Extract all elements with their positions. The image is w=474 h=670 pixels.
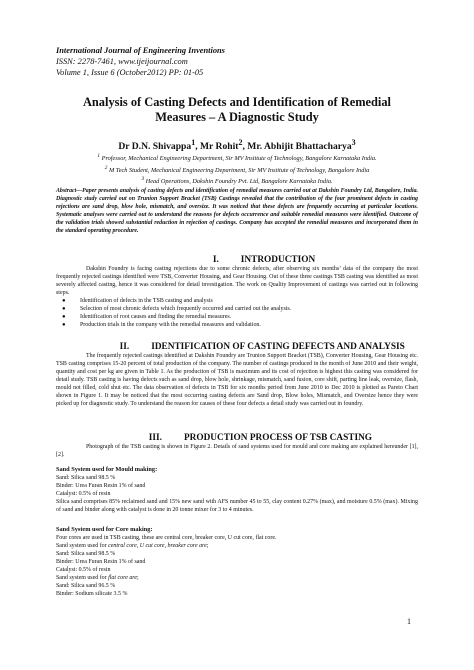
bullet-icon: ● — [62, 313, 66, 320]
introduction-paragraph — [56, 266, 418, 298]
page-number: 1 — [407, 617, 411, 626]
production-process-paragraph — [56, 444, 418, 460]
section-1-title: INTRODUCTION — [240, 255, 316, 265]
journal-issn: ISSN: 2278-7461, www.ijeijournal.com — [56, 56, 188, 66]
core-1-sand-line: Sand: Silica sand 98.5 % — [56, 550, 116, 557]
affiliation-3 — [56, 175, 418, 187]
paper-title — [56, 95, 418, 125]
affiliation-1-text: Professor, Mechanical Engineering Department, Sir MV Institute of Technology, Bangalore Karnataka India. — [101, 155, 377, 163]
mould-sand-paragraph: Silica sand comprises 85% reclaimed sand and 15% new sand with AFS number 45 to 55, clay content 0.27% (max), and moisture 0.5% (max). Mixing of sand and binder along with catalyst is done in 20 tonne mixer for 3 to 4 minutes. — [56, 498, 418, 513]
list-item — [56, 306, 418, 314]
affiliation-3-sup: 3 — [141, 176, 145, 183]
core-2-binder-line: Binder: Sodium silicate 3.5 % — [56, 590, 128, 597]
core-system-1-prefix: Sand system used for — [56, 542, 109, 549]
core-sand-heading: Sand System used for Core making: — [56, 526, 153, 533]
mould-sand-heading: Sand System used for Mould making: — [56, 466, 158, 473]
identification-text: The frequently rejected castings identified at Dakshin Foundry are Trunion Support Bracket (TSB), Converter Housing, Gear Housing etc. TSB casting comprises 15-20 percent of total production of the company. The number of castings produced in the month of June 2010 and their weight, quantity and cost per kg are given in Table 1. As the production of TSB is maximum and its cost of rejection is highest this casting was considered for detail study. TSB casting is having defects such as sand drop, blow hole, shrinkage, mismatch, sand fusion, core shift, parting line leak, oversize, flash, mould not filled, cold shut etc. The data observation of defects in TSB for six months period from June 2010 to Dec 2010 is plotted as Pareto Chart shown in Figure 1. It may be noticed that the most occurring casting defects are Sand drop, Blow holes, Mismatch, and Oversize hence they were picked up for diagnostic study. To understand the reason for causes of these four defects a detail study was carried out in foundry. — [56, 353, 418, 407]
mould-binder-line: Binder: Urea Furan Resin 1% of sand — [56, 482, 146, 489]
core-intro-line: Four cores are used in TSB casting, these are central core, breaker core, U cut core, flat core. — [56, 535, 277, 541]
core-2-sand-line: Sand: Silica sand 96.5 % — [56, 582, 116, 589]
affiliations — [56, 152, 418, 187]
affiliation-3-text: Head Operations, Dakshin Foundry Pvt. Ltd, Bangalore Karnataka India. — [145, 178, 333, 186]
title-line-2: Measures – A Diagnostic Study — [155, 110, 319, 124]
mould-sand-details — [56, 475, 418, 515]
author-list: Dr D.N. Shivappa$^1$, Mr Rohit$^2$, Mr. Abhijit Bhattacharya$^3$ — [118, 138, 356, 153]
list-item-text: Selection of most chronic defects which frequently occurred and carried out the analysis. — [80, 305, 292, 312]
journal-volume: Volume 1, Issue 6 (October2012) PP: 01-05 — [56, 67, 204, 77]
section-heading-introduction — [56, 255, 418, 266]
journal-header — [56, 46, 416, 78]
list-item-text: Identification of defects in the TSB casting and analysis — [80, 298, 213, 304]
core-sand-details — [56, 535, 418, 599]
core-system-2-prefix: Sand system used for — [56, 574, 109, 581]
affiliation-2 — [56, 164, 418, 176]
section-3-title: PRODUCTION PROCESS OF TSB CASTING — [183, 433, 373, 443]
author-1-sup: 1 — [191, 138, 196, 147]
list-item — [56, 322, 418, 330]
affiliation-1 — [56, 152, 418, 164]
section-2-title: IDENTIFICATION OF CASTING DEFECTS AND ANALYSIS — [151, 342, 405, 352]
core-1-binder-line: Binder: Urea Furan Resin 1% of sand — [56, 558, 146, 565]
list-item-text: Production trials in the company with the remedial measures and validation. — [80, 321, 261, 328]
core-system-2-cores: flat core are — [108, 574, 138, 581]
section-1-number: I. — [212, 255, 219, 265]
author-2: Mr Rohit — [200, 141, 239, 153]
section-heading-identification — [56, 342, 418, 353]
mould-sand-line: Sand: Silica sand 98.5 % — [56, 475, 116, 481]
section-2-number: II. — [119, 342, 130, 352]
abstract: Abstract—Paper presents analysis of casting defects and identification of remedial measures carried out at Dakshin Foundry Ltd, Bangalore, India. Diagnostic study carried out on Trunion Support Bracket (TSB) Castings revealed that the contribution of the four prominent defects in casting rejections are sand drop, blow hole, mismatch, and oversize. It was noticed that these defects are frequently occurring at particular locations. Systematic analyses were carried out to understand the reasons for defects occurrence and suitable remedial measures were identified. Outcome of the validation trials showed substantial reduction in rejection of castings. Company has accepted the remedial measures and incorporated them in the standard operating procedure. — [56, 188, 418, 234]
mould-catalyst-line: Catalyst: 0.5% of resin — [56, 490, 111, 497]
list-item-text: Identification of root causes and finding the remedial measures. — [80, 313, 232, 320]
bullet-icon: ● — [62, 305, 66, 312]
author-2-sup: 2 — [238, 138, 243, 147]
list-item — [56, 314, 418, 322]
affiliation-1-sup: 1 — [97, 153, 101, 159]
identification-paragraph — [56, 353, 418, 409]
journal-name: International Journal of Engineering Inventions — [56, 46, 225, 55]
core-system-2-line — [56, 575, 418, 583]
core-system-2-suffix: ; — [137, 574, 139, 581]
section-3-number: III. — [148, 433, 162, 443]
core-system-1-cores: central core, U cut core, breaker core are — [108, 542, 207, 549]
title-line-1: Analysis of Casting Defects and Identification of Remedial — [82, 95, 392, 109]
core-system-1-line — [56, 543, 418, 551]
introduction-steps-list — [56, 298, 418, 330]
author-3-sup: 3 — [351, 138, 356, 147]
bullet-icon: ● — [62, 321, 66, 328]
core-1-catalyst-line: Catalyst: 0.5% of resin — [56, 566, 111, 573]
list-item — [56, 298, 418, 306]
introduction-text: Dakshin Foundry is facing casting rejections due to some chronic defects, after observing six months’ data of the company the most frequently rejected castings identified were TSB, Converter Housing, and Gear Housing. Out of these three castings TSB casting was identified as most severely affected casting, hence it was considered for detail investigation. The work on Quality Improvement of castings was carried out in following steps. — [56, 266, 418, 296]
affiliation-2-sup: 2 — [104, 164, 108, 171]
core-system-1-suffix: ; — [206, 542, 209, 549]
section-heading-production-process — [56, 433, 418, 444]
production-process-text: Photograph of the TSB casting is shown in Figure 2. Details of sand systems used for mould and core making are explained hereunder [1], [2]. — [56, 444, 418, 458]
author-3: Mr. Abhijit Bhattacharya — [247, 141, 352, 153]
affiliation-2-text: M Tech Student, Mechanical Engineering Department, Sir MV Institute of Technology, Bangalore India — [108, 166, 370, 174]
bullet-icon: ● — [62, 298, 66, 304]
author-1: Dr D.N. Shivappa — [118, 141, 192, 153]
